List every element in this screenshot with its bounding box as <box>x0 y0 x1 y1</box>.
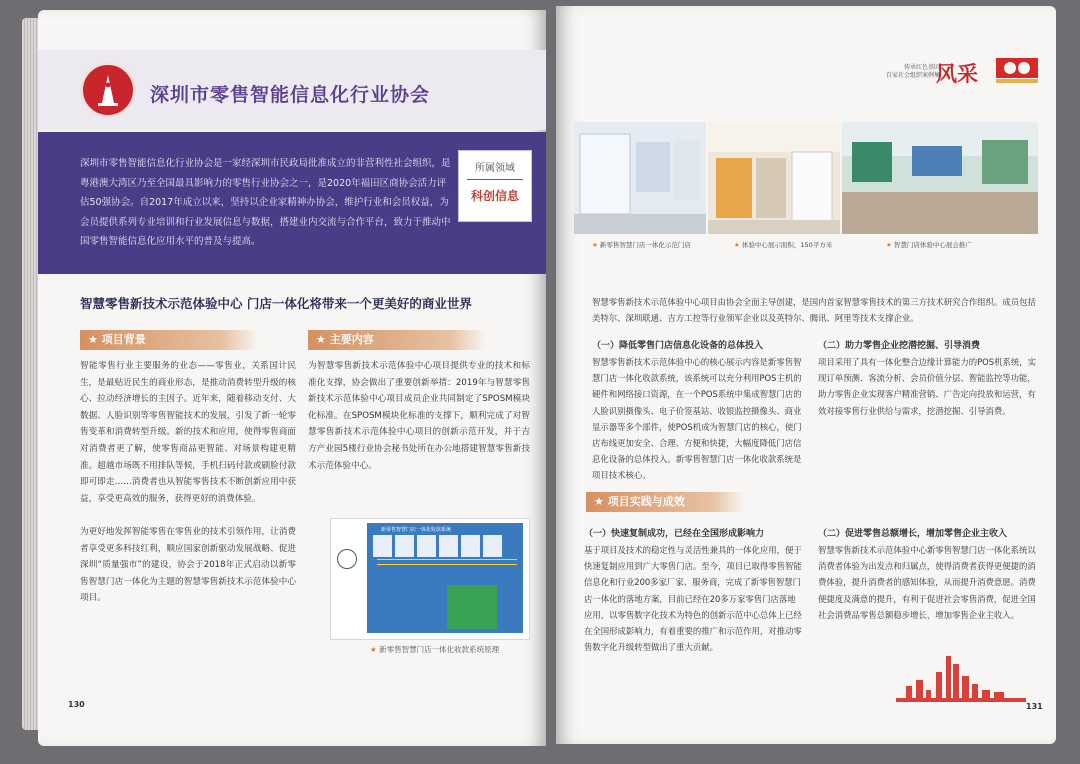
cloud-icon <box>337 549 357 569</box>
tower-icon <box>92 73 124 107</box>
page-number-left: 130 <box>68 700 85 709</box>
diagram-caption: ★ 新零售智慧门店一体化收款系统原理 <box>370 645 500 654</box>
brand-tagline: 传承红色基因 百家社会组织案例集 <box>886 64 941 79</box>
left-page <box>38 10 546 746</box>
city-skyline-graphic <box>896 646 1026 716</box>
content-paragraph-1: 为智慧零售新技术示范体验中心项目提供专业的技术和标准化支撑，协会做出了重要创新举措：2019年与智慧零售新技术示范体验中心项目成员企业共同制定了SPOSM模块化标准。在SPOSM模块化标准的支撑下，顺利完成了对智慧零售新技术示范体验中心项目的创新示范开发，并于吉方产业园5楼行业协会秘书处所在办公地搭建智慧零售新技术示范体验中心。 <box>308 361 530 471</box>
diagram-core-block <box>447 585 497 629</box>
divider <box>467 179 523 180</box>
diagram-module <box>395 535 414 557</box>
section-heading-background: ★ 项目背景 <box>80 330 258 350</box>
photo-caption-1: ★ 新零售智慧门店一体化示范门店 <box>592 241 691 249</box>
field-value: 科创信息 <box>470 189 519 203</box>
diagram-main-block <box>367 523 523 633</box>
subheading-3: （一）快速复制成功，已经在全国形成影响力 <box>584 529 765 539</box>
subheading-1: （一）降低零售门店信息化设备的总体投入 <box>592 341 764 351</box>
star-icon: ★ <box>370 645 380 654</box>
diagram-module <box>373 535 392 557</box>
paragraph-3: 基于项目及技术的稳定性与灵活性兼具的一体化应用，便于快速复制应用到广大零售门店。至今，项目已取得零售智能信息化和行业200多家厂家、服务商，完成了新零售智慧门店一体化的落地方案，目前已经在20多万家零售门店落地应用，以零售数字化技术为特色的创新示范中心总体上已经在全国形成影响力，有着重要的推广和示范作用，对推动零售数字化升级转型做出了重大贡献。 <box>584 545 802 653</box>
photo-caption-3: ★ 智慧门店体验中心展会推广 <box>886 241 972 249</box>
intro-text: 深圳市零售智能信息化行业协会是一家经深圳市民政局批准成立的非营利性社会组织，是粤港澳大湾区乃至全国最具影响力的零售行业协会之一，是2020年福田区商协会活力评估50强协会。自2017年成立以来，坚持以企业家精神办协会，维护行业和会员权益，为会员提供系列专业培训和行业发展信息与数据，搭建业内交流与合作平台，致力于推动中国零售智能信息化应用水平的普及与提高。 <box>80 158 451 248</box>
photo-exhibition <box>842 122 1038 234</box>
right-page <box>556 6 1056 744</box>
diagram-connectors <box>377 559 517 565</box>
background-paragraph-2: 为更好地发挥智能零售在零售业的技术引领作用，让消费者享受更多科技红利，顺应国家创新驱动发展战略、促进深圳“质量强市”的建设，协会于2018年正式启动以新零售智慧门店一体化为主题的智慧零售新技术示范体验中心项目。 <box>80 527 296 604</box>
intro-panel <box>38 132 546 274</box>
photo-caption-2: ★ 体验中心展示面积，150平方米 <box>734 241 833 249</box>
background-paragraph-1: 智能零售行业主要服务的业态——零售业，关系国计民生，是最贴近民生的商业形态，是推动消费转型升级的核心、拉动经济增长的主因子。近年来，随着移动支付、大数据、人脸识别等零售智能技术的发展，引发了新一轮零售变革和消费转型升级。新的技术和应用，使得零售商面对消费者更了解，使零售商品更智能、对场景构建更精准。超越市场既不用排队等候，手机扫码付款或刷脸付款即可即走……消费者也从智能零售技术不断创新应用中获益，享受更高效的服务，获得更好的消费体验。 <box>80 361 296 504</box>
org-title: 深圳市零售智能信息化行业协会 <box>150 84 431 106</box>
centenary-logo-icon <box>996 58 1038 84</box>
field-label: 所属领域 <box>475 163 515 174</box>
diagram-title: 新零售智慧门店一体化收款系统 <box>381 527 452 533</box>
photo-experience-center <box>708 122 840 234</box>
diagram-module <box>417 535 436 557</box>
diagram-module <box>483 535 502 557</box>
section-heading-content: ★ 主要内容 <box>308 330 486 350</box>
subheading-2: （二）助力零售企业挖潜挖掘、引导消费 <box>818 341 981 351</box>
right-intro: 智慧零售新技术示范体验中心项目由协会全面主导创建，是国内首家智慧零售技术的第三方技术研究合作组织。成员包括美特尔、深圳联通、吉方工控等行业领军企业以及英特尔、腾讯、阿里等技术支撑企业。 <box>592 297 1036 324</box>
association-logo <box>80 62 136 118</box>
article-title: 智慧零售新技术示范体验中心 门店一体化将带来一个更美好的商业世界 <box>80 296 472 311</box>
paragraph-1: 智慧零售新技术示范体验中心的核心展示内容是新零售智慧门店一体化收款系统，该系统可以充分利用POS主机的硬件和网络接口资源，在一个POS系统中集成智慧门店的人脸识别摄像头、电子价签基站、收银监控摄像头、商业显示器等多个部件，使POS机成为智慧门店的核心，使门店布线更加安全、合理、方便和快捷，大幅度降低门店信息化设备的总体投入。新零售智慧门店一体化收款系统是项目技术核心。 <box>592 357 802 481</box>
paragraph-4: 智慧零售新技术示范体验中心新零售智慧门店一体化系统以消费者体验为出发点和归属点，使得消费者获得更便捷的消费体验，提升消费者的感知体验，从而提升消费意愿。消费便捷度及满意的提升，有利于促进社会零售消费，促进全国社会消费品零售总额稳步增长，增加零售企业主收入。 <box>818 545 1036 620</box>
brand-logo: 风采 <box>936 61 978 86</box>
diagram-module <box>439 535 458 557</box>
system-diagram <box>330 518 530 640</box>
section-heading-practice: ★ 项目实践与成效 <box>586 492 744 512</box>
paragraph-2: 项目采用了具有一体化整合边缘计算能力的POS机系统，实现订单预测、客流分析、会员价值分层、智能监控等功能，助力零售企业实现客户精准营销、广告定向投放和运营，有效对接零售行业供给与需求，挖潜挖掘、引导消费。 <box>818 357 1036 416</box>
diagram-module <box>461 535 480 557</box>
photo-demo-store <box>574 122 706 234</box>
subheading-4: （二）促进零售总额增长，增加零售企业主收入 <box>818 529 1008 539</box>
page-number-right: 131 <box>1026 702 1043 711</box>
field-box <box>458 150 532 222</box>
